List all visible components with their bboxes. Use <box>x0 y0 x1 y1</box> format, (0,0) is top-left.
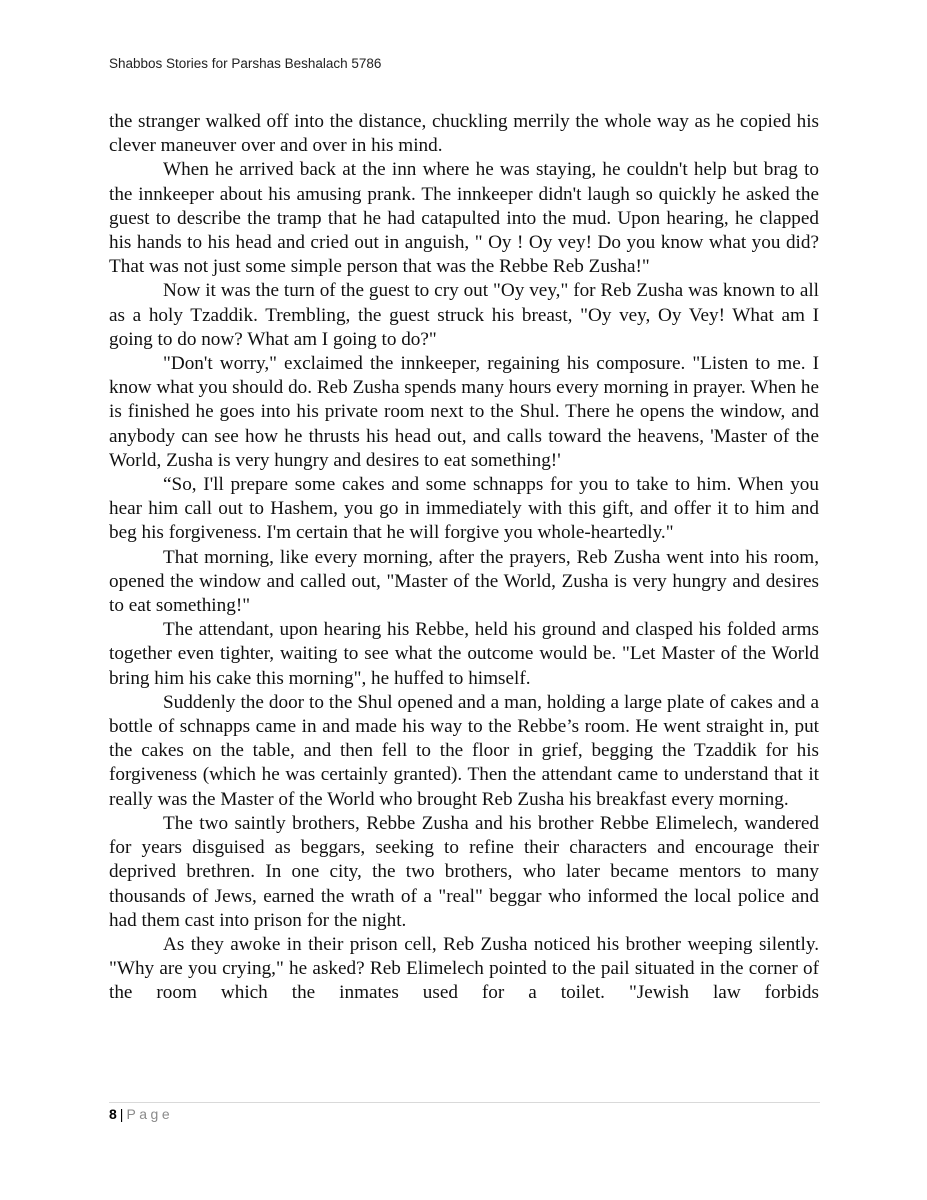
document-title: Shabbos Stories for Parshas Beshalach 5786 <box>109 56 382 71</box>
page-label: Page <box>126 1106 174 1122</box>
page-header <box>109 56 381 71</box>
footer-separator: | <box>119 1106 124 1122</box>
paragraph: That morning, like every morning, after the prayers, Reb Zusha went into his room, opened the window and called out, "Master of the World, Zusha is very hungry and desires to eat something!" <box>109 546 819 617</box>
paragraph: Suddenly the door to the Shul opened and a man, holding a large plate of cakes and a bottle of schnapps came in and made his way to the Rebbe’s room. He went straight in, put the cakes on the table, and then fell to the floor in grief, begging the Tzaddik for his forgiveness (which he was certainly granted). Then the attendant came to understand that it really was the Master of the World who brought Reb Zusha his breakfast every morning. <box>109 691 819 810</box>
paragraph: The attendant, upon hearing his Rebbe, held his ground and clasped his folded arms together even tighter, waiting to see what the outcome would be. "Let Master of the World bring him his cake this morning", he huffed to himself. <box>109 619 819 689</box>
page-footer <box>109 1106 173 1122</box>
paragraph: "Don't worry," exclaimed the innkeeper, regaining his composure. "Listen to me. I know what you should do. Reb Zusha spends many hours every morning in prayer. When he is finished he goes into his private room next to the Shul. There he opens the window, and anybody can see how he thrusts his head out, and calls toward the heavens, 'Master of the World, Zusha is very hungry and desires to eat something!' <box>109 353 819 471</box>
paragraph: Now it was the turn of the guest to cry out "Oy vey," for Reb Zusha was known to all as a holy Tzaddik. Trembling, the guest struck his breast, "Oy vey, Oy Vey! What am I going to do now? What am I going to do?" <box>109 280 819 350</box>
page-number: 8 <box>109 1106 117 1122</box>
paragraph: The two saintly brothers, Rebbe Zusha and his brother Rebbe Elimelech, wandered for years disguised as beggars, seeking to refine their characters and encourage their deprived brethren. In one city, the two brothers, who later became mentors to many thousands of Jews, earned the wrath of a "real" beggar who informed the local police and had them cast into prison for the night. <box>109 812 819 931</box>
paragraph: As they awoke in their prison cell, Reb Zusha noticed his brother weeping silently. "Why are you crying," he asked? Reb Elimelech pointed to the pail situated in the corner of the room which the inmates used for a toilet. "Jewish law forbids <box>109 933 819 1004</box>
paragraph: the stranger walked off into the distance, chuckling merrily the whole way as he copied his clever maneuver over and over in his mind. <box>109 111 819 157</box>
story-text <box>109 110 819 1006</box>
paragraph: “So, I'll prepare some cakes and some schnapps for you to take to him. When you hear him call out to Hashem, you go in immediately with this gift, and offer it to him and beg his forgiveness. I'm certain that he will forgive you whole-heartedly." <box>109 474 819 544</box>
paragraph: When he arrived back at the inn where he was staying, he couldn't help but brag to the innkeeper about his amusing prank. The innkeeper didn't laugh so quickly he asked the guest to describe the tramp that he had catapulted into the mud. Upon hearing, he clapped his hands to his head and cried out in anguish, " Oy ! Oy vey! Do you know what you did? That was not just some simple person that was the Rebbe Reb Zusha!" <box>109 159 819 278</box>
footer-divider <box>109 1102 820 1103</box>
